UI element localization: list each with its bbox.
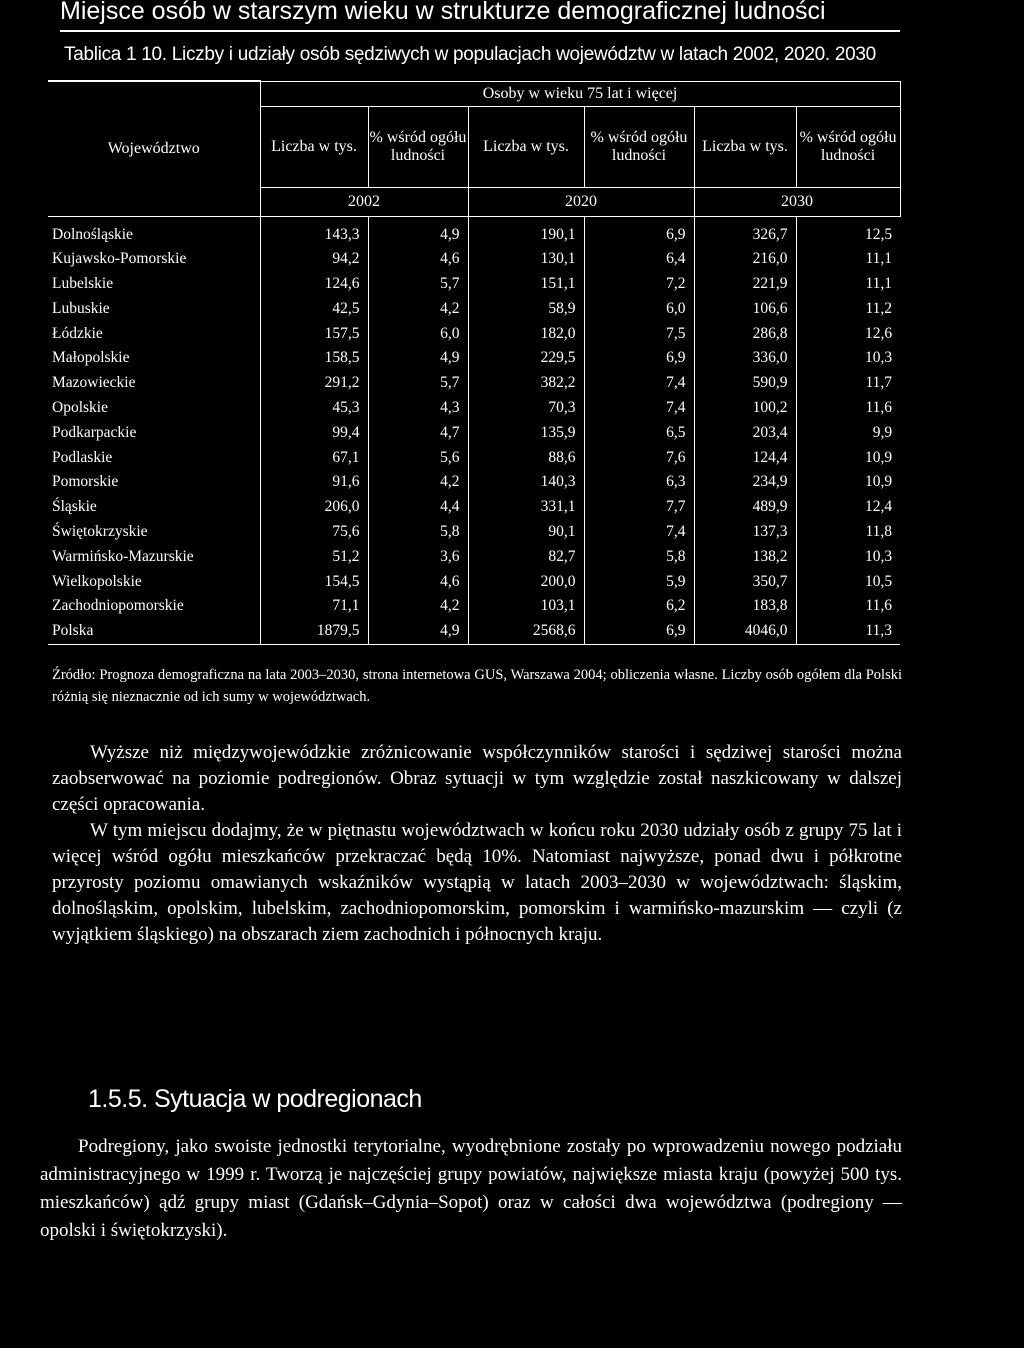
- region-name: Polska: [48, 619, 260, 644]
- table-cell: 4,4: [368, 495, 468, 520]
- paragraph: W tym miejscu dodajmy, że w piętnastu województwach w końcu roku 2030 udziały osób z grupy 75 lat i więcej wśród ogółu mieszkańców przekraczać będą 10%. Natomiast najwyższe, ponad dwu i półkrotne przyrosty poziomu omawianych wskaźników wystąpią w latach 2003–2030 w województwach: śląskim, dolnośląskim, opolskim, lubelskim, zachodniopomorskim, pomorskim i warmińsko-mazurskim — czyli (z wyjątkiem śląskiego) na obszarach ziem zachodnich i północnych kraju.: [52, 820, 902, 945]
- table-row: [48, 421, 900, 446]
- table-cell: 331,1: [468, 495, 584, 520]
- table-cell: 4,9: [368, 216, 468, 247]
- region-name: Dolnośląskie: [52, 225, 133, 243]
- table-cell: 10,9: [796, 446, 900, 471]
- table-cell: 203,4: [694, 421, 796, 446]
- table-cell: 4,6: [368, 570, 468, 595]
- table-cell: 9,9: [796, 421, 900, 446]
- column-header-share-2030: % wśród ogółu ludności: [796, 106, 900, 187]
- table-container: [48, 80, 900, 645]
- table-cell: 7,5: [584, 322, 694, 347]
- table-cell: 11,2: [796, 297, 900, 322]
- table-cell: 4,7: [368, 421, 468, 446]
- table-cell: 11,7: [796, 371, 900, 396]
- region-name: Podkarpackie: [52, 423, 137, 441]
- table-cell: 4,2: [368, 297, 468, 322]
- table-cell: 350,7: [694, 570, 796, 595]
- table-cell: 336,0: [694, 346, 796, 371]
- table-cell: 5,6: [368, 446, 468, 471]
- table-cell: 10,9: [796, 470, 900, 495]
- table-cell: 5,8: [368, 520, 468, 545]
- table-cell: 11,1: [796, 272, 900, 297]
- table-cell: 88,6: [468, 446, 584, 471]
- table-cell: 6,2: [584, 594, 694, 619]
- table-cell: 6,3: [584, 470, 694, 495]
- header-rule: [60, 30, 900, 32]
- table-cell: 1879,5: [260, 619, 368, 644]
- table-cell: 94,2: [260, 247, 368, 272]
- table-cell: 182,0: [468, 322, 584, 347]
- region-name: Warmińsko-Mazurskie: [52, 547, 194, 565]
- table-cell: 130,1: [468, 247, 584, 272]
- source-note: Źródło: Prognoza demograficzna na lata 2003–2030, strona internetowa GUS, Warszawa 2004; obliczenia własne. Liczby osób ogółem dla Polski różnią się nieznacznie od ich sumy w województwach.: [52, 667, 902, 705]
- table-cell: 91,6: [260, 470, 368, 495]
- table-cell: 5,7: [368, 371, 468, 396]
- table-cell: 4,2: [368, 470, 468, 495]
- paragraph: Podregiony, jako swoiste jednostki terytorialne, wyodrębnione zostały po wprowadzeniu nowego podziału administracyjnego w 1999 r. Tworzą je najczęściej grupy powiatów, największe miasta kraju (powyżej 500 tys. mieszkańców) ądź grupy miast (Gdańsk–Gdynia–Sopot) oraz w całości dwa województwa (podregiony — opolski i świętokrzyski).: [40, 1136, 902, 1241]
- group-header: Osoby w wieku 75 lat i więcej: [260, 81, 900, 106]
- table-cell: 10,3: [796, 545, 900, 570]
- table-row: [48, 247, 900, 272]
- region-name: Pomorskie: [52, 473, 119, 491]
- table-cell: 11,6: [796, 594, 900, 619]
- table-cell: 6,0: [584, 297, 694, 322]
- region-name: Lubuskie: [52, 299, 110, 317]
- table-cell: 190,1: [468, 216, 584, 247]
- paragraph: Wyższe niż międzywojewódzkie zróżnicowanie współczynników starości i sędziwej starości można zaobserwować na poziomie podregionów. Obraz sytuacji w tym względzie został naszkicowany w dalszej części opracowania.: [52, 742, 902, 815]
- table-cell: 6,9: [584, 346, 694, 371]
- table-cell: 4046,0: [694, 619, 796, 644]
- region-name: Opolskie: [52, 399, 108, 417]
- table-row: [48, 396, 900, 421]
- table-cell: 11,1: [796, 247, 900, 272]
- column-header-share-2002: % wśród ogółu ludności: [368, 106, 468, 187]
- column-header-count-2002: Liczba w tys.: [260, 106, 368, 187]
- table-cell: 42,5: [260, 297, 368, 322]
- table-row: [48, 619, 900, 644]
- table-cell: 103,1: [468, 594, 584, 619]
- region-name: Lubelskie: [52, 275, 114, 293]
- table-cell: 157,5: [260, 322, 368, 347]
- region-name: Kujawsko-Pomorskie: [52, 250, 187, 268]
- table-cell: 3,6: [368, 545, 468, 570]
- table-row: [48, 545, 900, 570]
- table-cell: 137,3: [694, 520, 796, 545]
- table-cell: 151,1: [468, 272, 584, 297]
- table-cell: 143,3: [260, 216, 368, 247]
- table-cell: 286,8: [694, 322, 796, 347]
- table-cell: 58,9: [468, 297, 584, 322]
- column-header-share-2020: % wśród ogółu ludności: [584, 106, 694, 187]
- table-row: [48, 297, 900, 322]
- table-cell: 216,0: [694, 247, 796, 272]
- table-row: [48, 371, 900, 396]
- table-cell: 5,8: [584, 545, 694, 570]
- table-cell: 99,4: [260, 421, 368, 446]
- table-cell: 12,5: [796, 216, 900, 247]
- table-cell: 382,2: [468, 371, 584, 396]
- table-cell: 70,3: [468, 396, 584, 421]
- table-cell: 124,4: [694, 446, 796, 471]
- table-cell: 106,6: [694, 297, 796, 322]
- table-cell: 7,7: [584, 495, 694, 520]
- table-row: [48, 446, 900, 471]
- table-title: Tablica 1 10. Liczby i udziały osób sędziwych w populacjach województw w latach 2002, 2020. 2030: [64, 44, 876, 65]
- region-name: Śląskie: [52, 498, 97, 516]
- table-row: [48, 346, 900, 371]
- running-head: Miejsce osób w starszym wieku w strukturze demograficznej ludności: [60, 0, 826, 25]
- table-cell: 140,3: [468, 470, 584, 495]
- table-cell: 183,8: [694, 594, 796, 619]
- table-cell: 7,4: [584, 520, 694, 545]
- table-row: [48, 570, 900, 595]
- table-row: [48, 495, 900, 520]
- table-cell: 12,6: [796, 322, 900, 347]
- year-header-2002: 2002: [260, 187, 468, 216]
- region-name: Zachodniopomorskie: [52, 597, 184, 615]
- table-cell: 221,9: [694, 272, 796, 297]
- table-cell: 67,1: [260, 446, 368, 471]
- region-name: Podlaskie: [52, 448, 113, 466]
- table-cell: 51,2: [260, 545, 368, 570]
- table-cell: 206,0: [260, 495, 368, 520]
- region-name: Świętokrzyskie: [52, 523, 148, 541]
- region-name: Wielkopolskie: [52, 572, 142, 590]
- table-cell: 11,8: [796, 520, 900, 545]
- table-cell: 4,3: [368, 396, 468, 421]
- year-header-2020: 2020: [468, 187, 694, 216]
- table-cell: 154,5: [260, 570, 368, 595]
- table-cell: 2568,6: [468, 619, 584, 644]
- column-header-count-2020: Liczba w tys.: [468, 106, 584, 187]
- table-row: [48, 322, 900, 347]
- table-cell: 4,9: [368, 619, 468, 644]
- table-cell: 4,2: [368, 594, 468, 619]
- region-name: Małopolskie: [52, 349, 130, 367]
- table-row: [48, 594, 900, 619]
- table-cell: 135,9: [468, 421, 584, 446]
- table-body: [48, 216, 900, 645]
- table-cell: 7,4: [584, 396, 694, 421]
- table-cell: 6,9: [584, 619, 694, 644]
- body-text: [52, 740, 902, 948]
- table-cell: 138,2: [694, 545, 796, 570]
- table-cell: 11,6: [796, 396, 900, 421]
- table-cell: 6,0: [368, 322, 468, 347]
- table-cell: 6,9: [584, 216, 694, 247]
- column-header-region: Województwo: [48, 81, 260, 216]
- table-cell: 489,9: [694, 495, 796, 520]
- table-cell: 6,4: [584, 247, 694, 272]
- table-cell: 326,7: [694, 216, 796, 247]
- region-name: Mazowieckie: [52, 374, 136, 392]
- table-row: [48, 216, 900, 247]
- table-cell: 200,0: [468, 570, 584, 595]
- table-cell: 6,5: [584, 421, 694, 446]
- table-cell: 7,6: [584, 446, 694, 471]
- table-cell: 12,4: [796, 495, 900, 520]
- section-body: [40, 1133, 902, 1245]
- table-cell: 7,2: [584, 272, 694, 297]
- table-cell: 4,9: [368, 346, 468, 371]
- table-cell: 75,6: [260, 520, 368, 545]
- table-cell: 5,7: [368, 272, 468, 297]
- table-cell: 10,5: [796, 570, 900, 595]
- table-cell: 10,3: [796, 346, 900, 371]
- table-cell: 234,9: [694, 470, 796, 495]
- table-cell: 5,9: [584, 570, 694, 595]
- table-cell: 229,5: [468, 346, 584, 371]
- table-cell: 291,2: [260, 371, 368, 396]
- table-cell: 11,3: [796, 619, 900, 644]
- section-heading: 1.5.5. Sytuacja w podregionach: [88, 1085, 422, 1113]
- table-cell: 4,6: [368, 247, 468, 272]
- table-row: [48, 272, 900, 297]
- table-cell: 158,5: [260, 346, 368, 371]
- column-header-count-2030: Liczba w tys.: [694, 106, 796, 187]
- table-cell: 124,6: [260, 272, 368, 297]
- year-header-2030: 2030: [694, 187, 900, 216]
- table-cell: 100,2: [694, 396, 796, 421]
- table-row: [48, 470, 900, 495]
- table-cell: 45,3: [260, 396, 368, 421]
- table-cell: 7,4: [584, 371, 694, 396]
- data-table: [48, 80, 901, 645]
- table-row: [48, 520, 900, 545]
- table-cell: 82,7: [468, 545, 584, 570]
- table-cell: 71,1: [260, 594, 368, 619]
- table-cell: 590,9: [694, 371, 796, 396]
- region-name: Łódzkie: [52, 324, 103, 342]
- table-cell: 90,1: [468, 520, 584, 545]
